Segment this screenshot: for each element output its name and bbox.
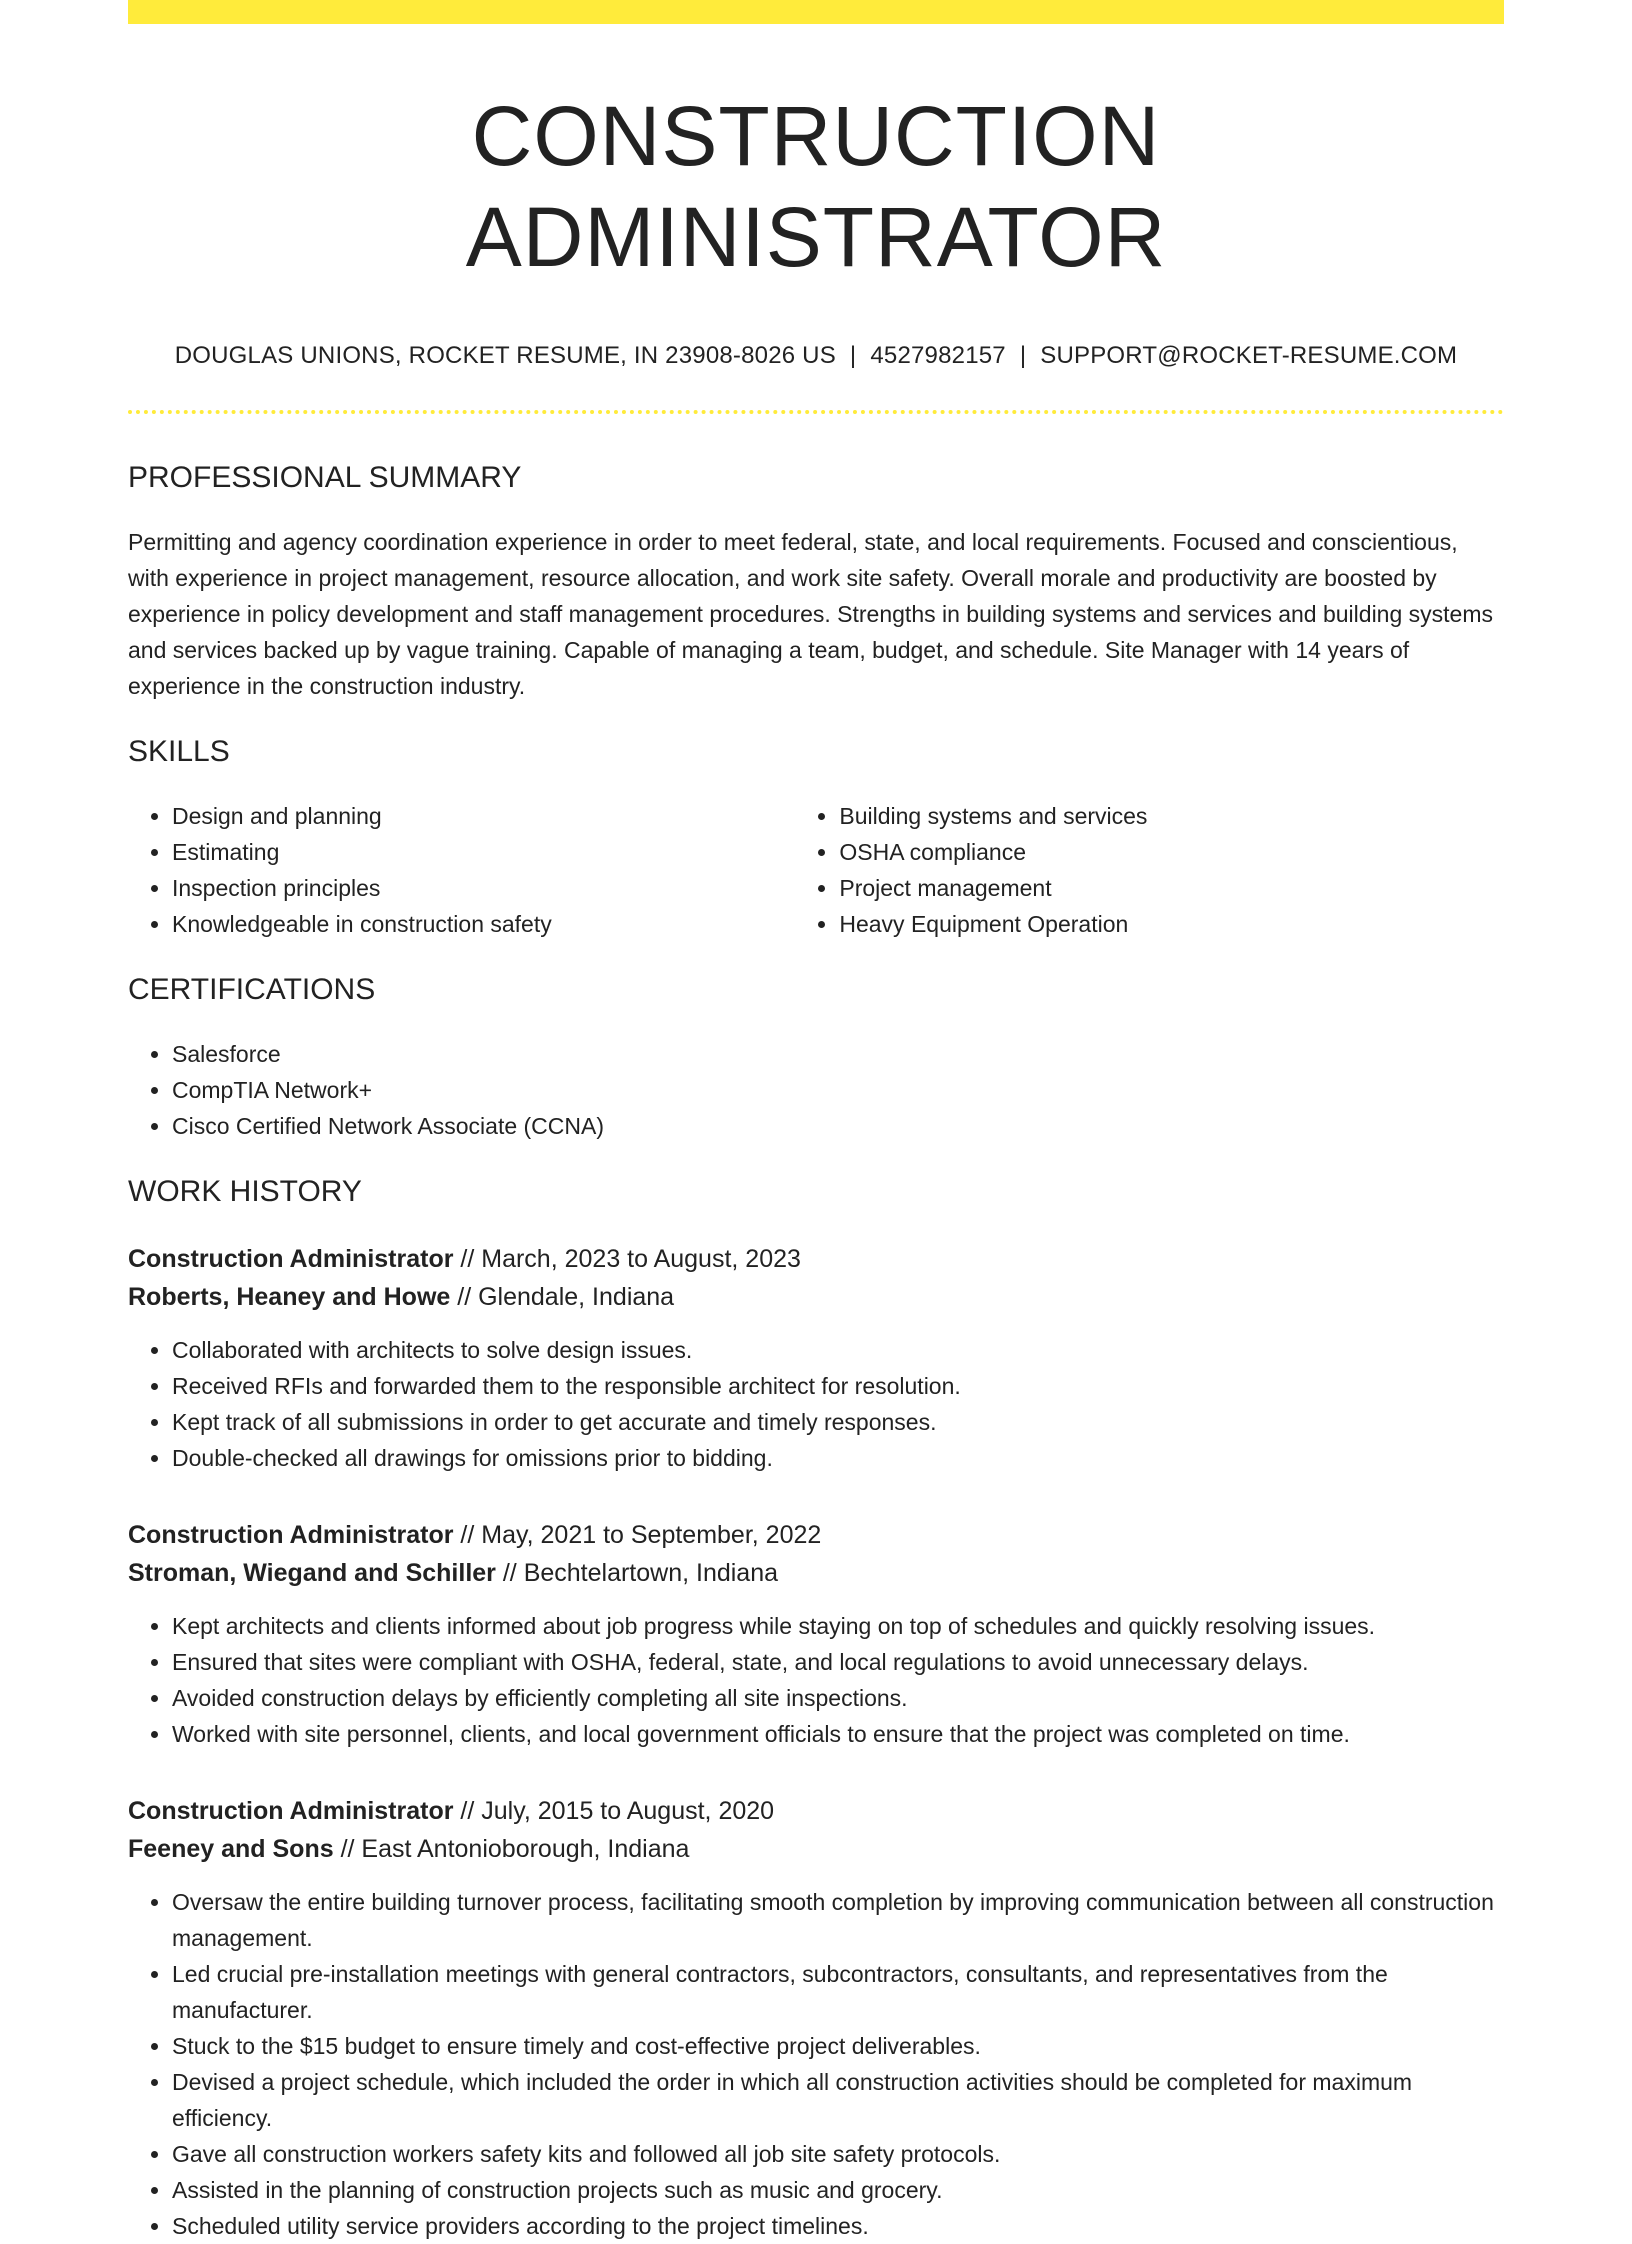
summary-section (128, 460, 1504, 704)
job-bullet: • Ensured that sites were compliant with OSHA, federal, state, and local regulations to avoid unnecessary delays. (172, 1644, 1504, 1680)
skill-item: • Estimating (172, 834, 795, 870)
job-entry (128, 1516, 1504, 1752)
job-title: Construction Administrator (128, 1520, 454, 1549)
job-company: Roberts, Heaney and Howe (128, 1282, 451, 1311)
job-company-line (128, 1554, 1504, 1592)
job-title-line (128, 1516, 1504, 1554)
job-bullet: • Kept track of all submissions in order to get accurate and timely responses. (172, 1404, 1504, 1440)
certifications-heading: CERTIFICATIONS (128, 972, 376, 1006)
job-bullet: • Devised a project schedule, which included the order in which all construction activities should be completed for maximum efficiency. (172, 2064, 1504, 2136)
work-history-section (128, 1174, 1504, 2244)
contact-address: DOUGLAS UNIONS, ROCKET RESUME, IN 23908-8026 US (174, 341, 836, 369)
contact-separator: | (849, 341, 857, 369)
job-bullet: • Led crucial pre-installation meetings with general contractors, subcontractors, consultants, and representatives from the manufacturer. (172, 1956, 1504, 2028)
job-entry (128, 1240, 1504, 1476)
certification-item: • CompTIA Network+ (172, 1072, 1504, 1108)
skill-item: • Design and planning (172, 798, 795, 834)
certifications-list (128, 1036, 1504, 1144)
certifications-section (128, 972, 1504, 1144)
resume-page (128, 0, 1504, 2244)
skills-heading: SKILLS (128, 734, 230, 768)
skills-list-right (795, 798, 1504, 942)
skill-item: • Heavy Equipment Operation (839, 906, 1504, 942)
skill-item: • Building systems and services (839, 798, 1504, 834)
contact-line (128, 342, 1504, 370)
certification-item: • Salesforce (172, 1036, 1504, 1072)
job-location: // Bechtelartown, Indiana (495, 1558, 779, 1587)
job-bullets (128, 1332, 1504, 1476)
job-company: Stroman, Wiegand and Schiller (128, 1558, 496, 1587)
job-bullet: • Received RFIs and forwarded them to the responsible architect for resolution. (172, 1368, 1504, 1404)
job-bullets (128, 1608, 1504, 1752)
job-company: Feeney and Sons (128, 1834, 334, 1863)
contact-separator: | (1019, 341, 1027, 369)
job-bullet: • Scheduled utility service providers according to the project timelines. (172, 2208, 1504, 2244)
summary-heading: PROFESSIONAL SUMMARY (128, 460, 522, 494)
work-history-heading: WORK HISTORY (128, 1174, 362, 1208)
contact-email[interactable]: SUPPORT@ROCKET-RESUME.COM (1040, 341, 1458, 369)
job-bullet: • Oversaw the entire building turnover process, facilitating smooth completion by improving communication between all construction management. (172, 1884, 1504, 1956)
job-dates: // May, 2021 to September, 2022 (453, 1520, 822, 1549)
skill-item: • OSHA compliance (839, 834, 1504, 870)
skill-item: • Project management (839, 870, 1504, 906)
job-bullet: • Gave all construction workers safety kits and followed all job site safety protocols. (172, 2136, 1504, 2172)
skills-section (128, 734, 1504, 942)
skills-list-left (128, 798, 795, 942)
job-bullet: • Avoided construction delays by efficiently completing all site inspections. (172, 1680, 1504, 1716)
job-bullet: • Assisted in the planning of construction projects such as music and grocery. (172, 2172, 1504, 2208)
job-bullet: • Kept architects and clients informed about job progress while staying on top of schedules and quickly resolving issues. (172, 1608, 1504, 1644)
job-dates: // July, 2015 to August, 2020 (453, 1796, 775, 1825)
job-title-line (128, 1792, 1504, 1830)
accent-top-bar (128, 0, 1504, 24)
job-bullet: • Stuck to the $15 budget to ensure timely and cost-effective project deliverables. (172, 2028, 1504, 2064)
job-bullet: • Worked with site personnel, clients, and local government officials to ensure that the project was completed on time. (172, 1716, 1504, 1752)
job-title: Construction Administrator (128, 1244, 454, 1273)
job-location: // East Antonioborough, Indiana (333, 1834, 690, 1863)
job-title-line (128, 1240, 1504, 1278)
job-location: // Glendale, Indiana (450, 1282, 675, 1311)
job-company-line (128, 1830, 1504, 1868)
job-bullets (128, 1884, 1504, 2244)
skill-item: • Inspection principles (172, 870, 795, 906)
resume-title: CONSTRUCTION ADMINISTRATOR (465, 89, 1167, 284)
job-dates: // March, 2023 to August, 2023 (453, 1244, 801, 1273)
job-bullet: • Collaborated with architects to solve design issues. (172, 1332, 1504, 1368)
certification-item: • Cisco Certified Network Associate (CCNA) (172, 1108, 1504, 1144)
job-bullet: • Double-checked all drawings for omissions prior to bidding. (172, 1440, 1504, 1476)
summary-text: Permitting and agency coordination experience in order to meet federal, state, and local requirements. Focused and conscientious, with experience in project management, resource allocation, and work site safety. Overall morale and productivity are boosted by experience in policy development and staff management procedures. Strengths in building systems and services and building systems and services backed up by vague training. Capable of managing a team, budget, and schedule. Site Manager with 14 years of experience in the construction industry. (128, 528, 1493, 699)
skill-item: • Knowledgeable in construction safety (172, 906, 795, 942)
job-title: Construction Administrator (128, 1796, 454, 1825)
contact-phone: 4527982157 (870, 341, 1006, 369)
job-company-line (128, 1278, 1504, 1316)
job-entry (128, 1792, 1504, 2244)
dotted-divider (128, 410, 1504, 414)
